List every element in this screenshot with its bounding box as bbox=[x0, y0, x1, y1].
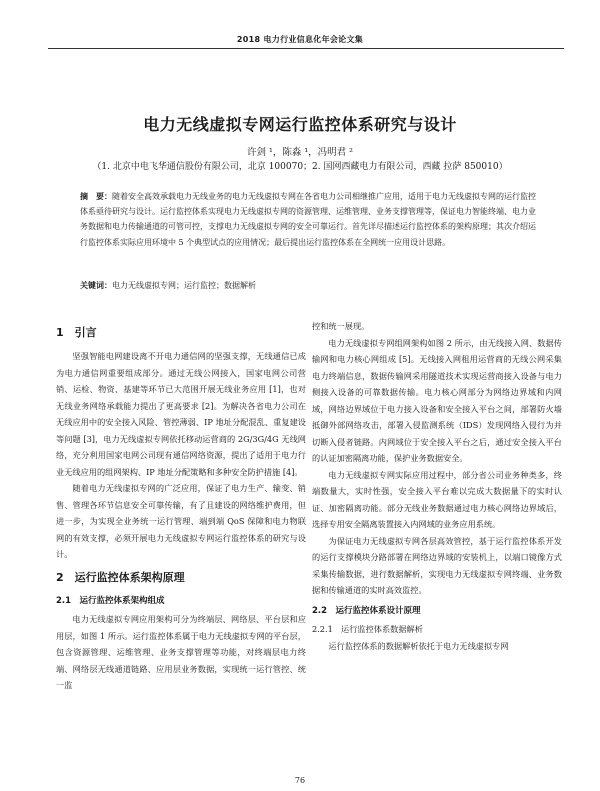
keywords-text: 电力无线虚拟专网；运行监控；数据解析 bbox=[112, 281, 256, 290]
header-rule bbox=[48, 48, 564, 49]
paragraph: 电力无线虚拟专网组网架构如图 2 所示，由无线接入网、数据传输网和电力核心网组成 [5]。无线接入网租用运营商的无线公网采集电力终端信息，数据传输网采用隧道技术实现运营商接入设备与电力侧接入设备的可靠数据传输。电力核心网部分为网络边界域和内网域，网络边界域位于电力接入设备和安全接入平台之间，部署防火墙抵御外部网络攻击，部署入侵监测系统（IDS）发现网络入侵行为并切断入侵者链路。内网域位于安全接入平台之后，通过安全接入平台的认证加密隔离功能，保护业务数据安全。 bbox=[312, 337, 562, 463]
paragraph: 运行监控体系的数据解析依托于电力无线虚拟专网 bbox=[328, 640, 509, 651]
keywords-label: 关键词： bbox=[80, 281, 112, 290]
paragraph: 电力无线虚拟专网实际应用过程中，部分省公司业务种类多，终端数量大，实时性强，安全接入平台难以完成大数据量下的实时认证、加密隔离功能。部分无线业务数据通过电力核心网络边界域后，选择专用安全隔离装置接入内网域的业务应用系统。 bbox=[312, 469, 562, 529]
abstract-text: 随着安全高效承载电力无线业务的电力无线虚拟专网在各省电力公司相继推广应用，适用于电力无线虚拟专网的运行监控体系亟待研究与设计。运行监控体系实现电力无线虚拟专网的资源管理、运维管理、业务支撑管理等，保证电力智能终端、电力业务数据和电力传输通道的可管可控，支撑电力无线虚拟专网的安全可靠运行。首先详尽描述运行监控体系的架构原理；其次介绍运行监控体系实际应用环境中 5 个典型试点的应用情况；最后提出运行监控体系在全网统一应用设计思路。 bbox=[80, 192, 536, 247]
section-2-heading: 2 运行监控体系架构原理 bbox=[56, 570, 185, 584]
paragraph: 电力无线虚拟专网应用架构可分为终端层、网络层、平台层和应用层，如图 1 所示。运行监控体系属于电力无线虚拟专网的平台层，包含资源管理、运维管理、业务支撑管理等功能，对终端层电力终端、网络层无线通道链路、应用层业务数据，实现统一运行管控、统一监 bbox=[56, 614, 306, 690]
paragraph: 随着电力无线虚拟专网的广泛应用，保证了电力生产、输变、销售、管理各环节信息安全可靠传输，有了且建设的网络维护费用，但进一步，为实现全业务统一运行管理、端到端 QoS 保障和电力物联网的有效支撑，必须开展电力无线虚拟专网运行监控体系的研究与设计。 bbox=[56, 483, 306, 559]
section-1-heading: 1 引言 bbox=[56, 326, 97, 339]
section-2-2-heading: 2.2 运行监控体系设计原理 bbox=[312, 605, 421, 616]
section-2-1-heading: 2.1 运行监控体系架构组成 bbox=[56, 595, 165, 606]
abstract bbox=[80, 189, 536, 250]
left-column bbox=[56, 318, 306, 694]
right-column bbox=[312, 318, 562, 654]
paragraph: 为保证电力无线虚拟专网各层高效管控，基于运行监控体系开发的运行支撑模块分路部署在网络边界域的安装机上，以端口镜像方式采集传输数据，进行数据解析，实现电力无线虚拟专网终端、业务数据和传输通道的实时高效监控。 bbox=[312, 535, 562, 595]
keywords bbox=[80, 280, 536, 291]
abstract-label: 摘 要： bbox=[80, 192, 112, 201]
paragraph: 坚强智能电网建设离不开电力通信网的坚强支撑，无线通信已成为电力通信网重要组成部分。通过无线公网接入，国家电网公司营销、运检、物资、基建等环节已大范围开展无线业务应用 [1]，也对无线业务网络承载能力提出了更高要求 [2]。为解决各省电力公司在无线应用中的安全接入风险、管控薄弱、IP 地址分配混乱、重复建设等问题 [3]，电力无线虚拟专网依托移动运营商的 2G/3G/4G 无线网络，充分利用国家电网公司现有通信网络资源，提出了适用于电力行业无线应用的组网架构、IP 地址分配策略和多种安全防护措施 [4]。 bbox=[56, 351, 306, 477]
section-2-2-1-heading: 2.2.1 运行监控体系数据解析 bbox=[312, 624, 423, 634]
author-line: 许剑 ¹，陈淼 ¹，冯明君 ² bbox=[247, 147, 353, 158]
affiliation-line: （1. 北京中电飞华通信股份有限公司，北京 100070；2. 国网西藏电力有限公司，西藏 拉萨 850010） bbox=[92, 162, 508, 172]
paragraph: 控和统一展现。 bbox=[312, 321, 370, 331]
page-number: 76 bbox=[294, 776, 306, 785]
running-header: 2018 电力行业信息化年会论文集 bbox=[236, 35, 364, 44]
paper-title: 电力无线虚拟专网运行监控体系研究与设计 bbox=[143, 115, 457, 134]
